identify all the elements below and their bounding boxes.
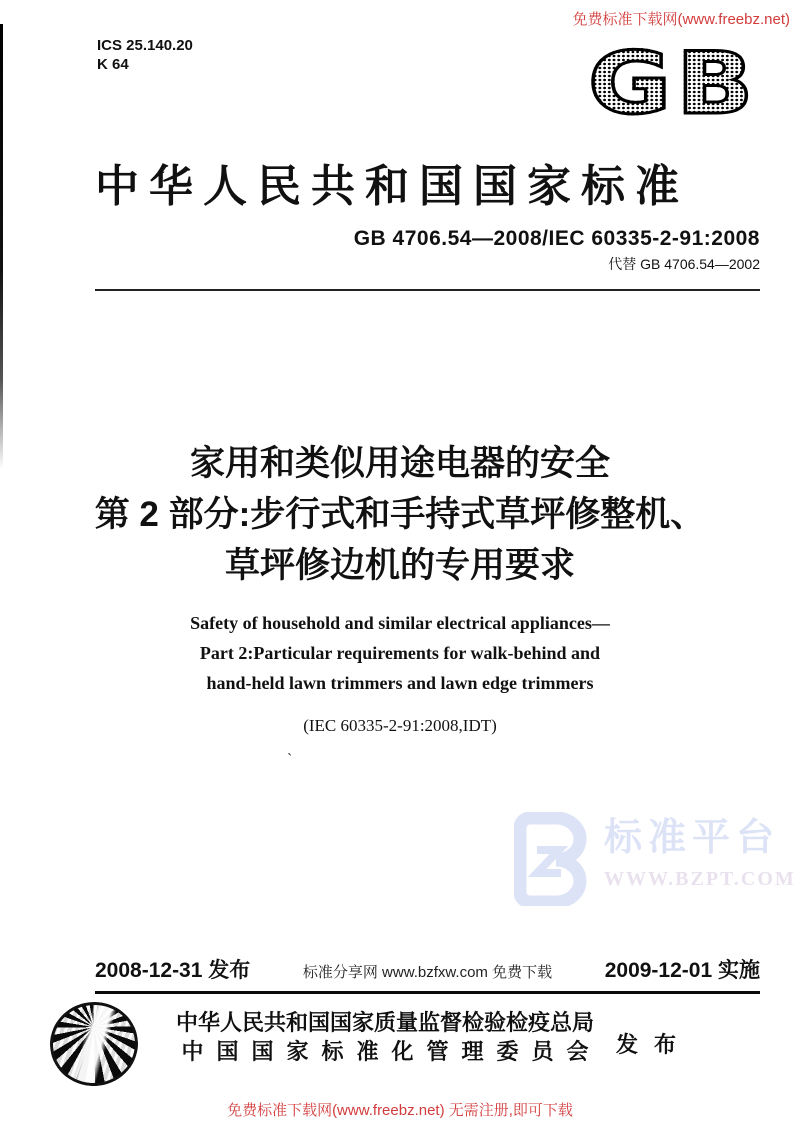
distributor-note-bottom: 免费标准下载网(www.freebz.net) 无需注册,即可下载 <box>227 1102 573 1119</box>
bzpt-url: WWW.BZPT.COM <box>604 868 796 890</box>
scan-stray-mark: ` <box>287 752 293 769</box>
title-zh-line3: 草坪修边机的专用要求 <box>224 546 575 585</box>
distributor-note-top: 免费标准下载网(www.freebz.net) <box>572 11 790 28</box>
gb-logo: GB <box>587 34 758 134</box>
issue-date: 2008-12-31 发布 <box>95 959 251 982</box>
authority-line2: 中国国家标准化管理委员会 <box>181 1039 602 1064</box>
title-zh-line2: 第 2 部分:步行式和手持式草坪修整机、 <box>94 495 706 534</box>
ink-stamp-seal <box>46 998 142 1091</box>
replaces-note: 代替 GB 4706.54—2002 <box>608 256 760 272</box>
standard-number: GB 4706.54—2008/IEC 60335-2-91:2008 <box>353 227 760 250</box>
bzpt-watermark-text <box>604 812 796 891</box>
bzpt-watermark <box>514 812 796 906</box>
title-en-line2: Part 2:Particular requirements for walk-behind and <box>199 643 601 663</box>
title-english <box>0 608 800 698</box>
footer-divider-line <box>95 991 760 994</box>
title-chinese <box>0 438 800 591</box>
bzpt-name: 标准平台 <box>604 817 781 859</box>
dates-row <box>95 954 760 984</box>
implementation-date: 2009-12-01 实施 <box>604 959 760 982</box>
bzpt-logo-icon <box>514 812 592 906</box>
idt-note: (IEC 60335-2-91:2008,IDT) <box>303 716 497 735</box>
issuing-authority <box>150 1008 620 1066</box>
scan-edge-artifact <box>0 24 3 469</box>
publish-label: 发布 <box>616 1032 693 1057</box>
national-standard-banner: 中华人民共和国国家标准 <box>95 162 689 211</box>
share-site-note: 标准分享网 www.bzfxw.com 免费下载 <box>302 964 553 981</box>
ics-code: ICS 25.140.20 <box>97 37 193 54</box>
class-code: K 64 <box>97 56 129 73</box>
title-en-line1: Safety of household and similar electrical appliances— <box>190 613 610 633</box>
ics-block <box>97 36 193 74</box>
authority-line1: 中华人民共和国国家质量监督检验检疫总局 <box>175 1010 594 1035</box>
header-divider-line <box>95 289 760 291</box>
title-en-line3: hand-held lawn trimmers and lawn edge trimmers <box>206 673 594 693</box>
standard-number-block <box>354 227 760 274</box>
title-zh-line1: 家用和类似用途电器的安全 <box>189 444 610 483</box>
